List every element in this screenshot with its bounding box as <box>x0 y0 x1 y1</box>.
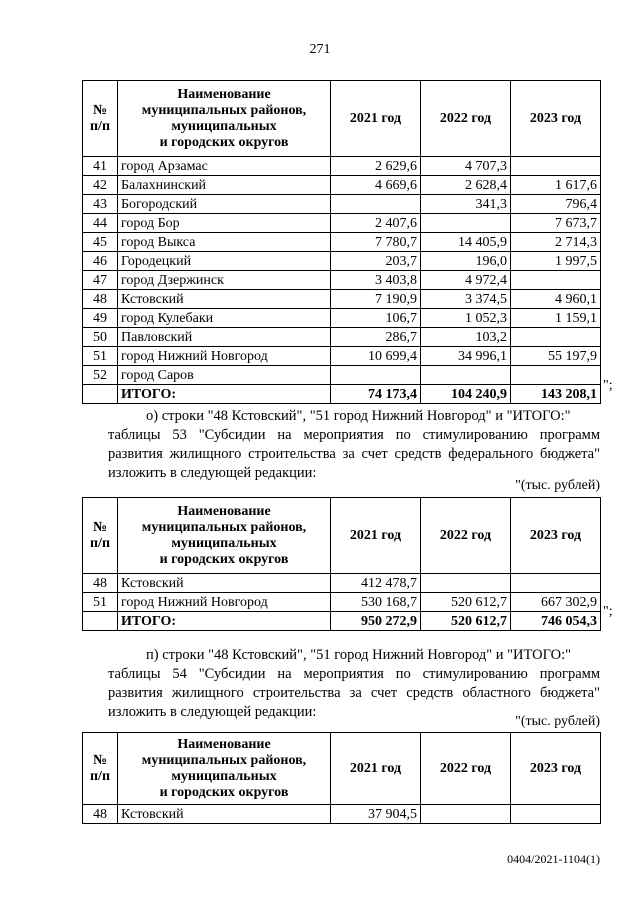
cell-v2: 2 628,4 <box>421 176 511 195</box>
cell-name: город Нижний Новгород <box>118 593 331 612</box>
cell-n: 45 <box>83 233 118 252</box>
cell-v2 <box>421 805 511 824</box>
total-v2: 520 612,7 <box>421 612 511 631</box>
cell-v2: 103,2 <box>421 328 511 347</box>
cell-name: город Арзамас <box>118 157 331 176</box>
cell-v3 <box>511 157 601 176</box>
total-name: ИТОГО: <box>118 612 331 631</box>
table-header-row <box>83 81 601 157</box>
cell-v3: 2 714,3 <box>511 233 601 252</box>
header-name-line: и городских округов <box>159 551 289 567</box>
cell-v1: 530 168,7 <box>331 593 421 612</box>
cell-v2: 34 996,1 <box>421 347 511 366</box>
total-v3: 143 208,1 <box>511 385 601 404</box>
table-row <box>83 347 601 366</box>
paragraph-o-line1: о) строки "48 Кстовский", "51 город Нижний Новгород" и "ИТОГО:" <box>146 408 571 424</box>
cell-n: 48 <box>83 805 118 824</box>
table-1 <box>82 80 601 404</box>
cell-n: 42 <box>83 176 118 195</box>
header-2022: 2022 год <box>421 81 511 157</box>
cell-v2: 341,3 <box>421 195 511 214</box>
total-row <box>83 612 601 631</box>
header-name-line: муниципальных <box>171 118 277 134</box>
cell-v3 <box>511 805 601 824</box>
table-row <box>83 290 601 309</box>
cell-n <box>83 385 118 404</box>
cell-v2: 4 707,3 <box>421 157 511 176</box>
cell-n <box>83 612 118 631</box>
cell-n: 41 <box>83 157 118 176</box>
cell-v3 <box>511 271 601 290</box>
header-2021: 2021 год <box>331 733 421 805</box>
units-label-1: "(тыс. рублей) <box>515 478 600 493</box>
cell-v3 <box>511 574 601 593</box>
cell-name: город Саров <box>118 366 331 385</box>
cell-v3 <box>511 366 601 385</box>
header-2022: 2022 год <box>421 498 511 574</box>
header-num: № п/п <box>83 81 118 157</box>
cell-v1 <box>331 195 421 214</box>
table-row <box>83 574 601 593</box>
cell-name: город Нижний Новгород <box>118 347 331 366</box>
paragraph-p-line1: п) строки "48 Кстовский", "51 город Нижний Новгород" и "ИТОГО:" <box>146 647 572 663</box>
header-2021: 2021 год <box>331 498 421 574</box>
cell-v2: 14 405,9 <box>421 233 511 252</box>
cell-v1: 37 904,5 <box>331 805 421 824</box>
cell-name: Городецкий <box>118 252 331 271</box>
cell-n: 48 <box>83 290 118 309</box>
total-name: ИТОГО: <box>118 385 331 404</box>
table-1-closing-quote: "; <box>603 378 613 393</box>
cell-n: 43 <box>83 195 118 214</box>
cell-n: 51 <box>83 593 118 612</box>
cell-v1: 2 407,6 <box>331 214 421 233</box>
table-row <box>83 195 601 214</box>
cell-n: 52 <box>83 366 118 385</box>
cell-n: 49 <box>83 309 118 328</box>
cell-v2 <box>421 214 511 233</box>
table-row <box>83 157 601 176</box>
cell-v2 <box>421 366 511 385</box>
cell-name: Кстовский <box>118 805 331 824</box>
cell-n: 50 <box>83 328 118 347</box>
total-v3: 746 054,3 <box>511 612 601 631</box>
cell-name: город Выкса <box>118 233 331 252</box>
cell-n: 44 <box>83 214 118 233</box>
cell-v3: 4 960,1 <box>511 290 601 309</box>
header-name-line: муниципальных <box>171 768 277 784</box>
header-name-line: муниципальных районов, <box>141 752 307 768</box>
table-header-row <box>83 498 601 574</box>
paragraph-p <box>108 646 600 722</box>
total-v2: 104 240,9 <box>421 385 511 404</box>
header-name <box>118 733 331 805</box>
header-name <box>118 81 331 157</box>
header-num: № п/п <box>83 733 118 805</box>
cell-v1: 10 699,4 <box>331 347 421 366</box>
cell-name: Павловский <box>118 328 331 347</box>
header-name-line: муниципальных районов, <box>141 102 307 118</box>
cell-v2: 520 612,7 <box>421 593 511 612</box>
total-v1: 74 173,4 <box>331 385 421 404</box>
cell-v1: 106,7 <box>331 309 421 328</box>
header-name-line: Наименование <box>177 86 271 102</box>
table-row <box>83 271 601 290</box>
cell-v1: 286,7 <box>331 328 421 347</box>
cell-v3: 1 617,6 <box>511 176 601 195</box>
cell-v2: 1 052,3 <box>421 309 511 328</box>
header-2023: 2023 год <box>511 81 601 157</box>
header-2021: 2021 год <box>331 81 421 157</box>
cell-v2 <box>421 574 511 593</box>
cell-v1: 7 780,7 <box>331 233 421 252</box>
cell-name: Кстовский <box>118 290 331 309</box>
header-name-line: муниципальных <box>171 535 277 551</box>
cell-n: 48 <box>83 574 118 593</box>
header-name-line: Наименование <box>177 736 271 752</box>
cell-v2: 196,0 <box>421 252 511 271</box>
paragraph-o-text: таблицы 53 "Субсидии на мероприятия по стимулированию программ развития жилищного строительства за счет средств федерального бюджета" изложить в следующей редакции: <box>108 427 600 481</box>
table-row <box>83 328 601 347</box>
cell-v1: 4 669,6 <box>331 176 421 195</box>
table-row <box>83 252 601 271</box>
cell-v3 <box>511 328 601 347</box>
cell-v3: 1 997,5 <box>511 252 601 271</box>
table-row <box>83 309 601 328</box>
total-v1: 950 272,9 <box>331 612 421 631</box>
cell-v3: 55 197,9 <box>511 347 601 366</box>
header-name <box>118 498 331 574</box>
table-header-row <box>83 733 601 805</box>
table-2-closing-quote: "; <box>603 604 613 619</box>
paragraph-o <box>108 407 600 483</box>
table-3 <box>82 732 601 824</box>
cell-v3: 796,4 <box>511 195 601 214</box>
page-number: 271 <box>309 42 331 57</box>
cell-v1: 203,7 <box>331 252 421 271</box>
cell-v1: 3 403,8 <box>331 271 421 290</box>
cell-v1: 2 629,6 <box>331 157 421 176</box>
header-2022: 2022 год <box>421 733 511 805</box>
document-code: 0404/2021-1104(1) <box>507 852 600 866</box>
table-row <box>83 805 601 824</box>
cell-name: город Бор <box>118 214 331 233</box>
header-name-line: муниципальных районов, <box>141 519 307 535</box>
table-2 <box>82 497 601 631</box>
total-row <box>83 385 601 404</box>
header-2023: 2023 год <box>511 733 601 805</box>
cell-n: 46 <box>83 252 118 271</box>
cell-v2: 4 972,4 <box>421 271 511 290</box>
table-row <box>83 214 601 233</box>
header-name-line: и городских округов <box>159 134 289 150</box>
units-label-2: "(тыс. рублей) <box>515 714 600 729</box>
cell-name: город Дзержинск <box>118 271 331 290</box>
table-row <box>83 233 601 252</box>
paragraph-p-text: таблицы 54 "Субсидии на мероприятия по стимулированию программ развития жилищного строительства за счет средств областного бюджета" изложить в следующей редакции: <box>108 666 600 720</box>
cell-v1: 412 478,7 <box>331 574 421 593</box>
cell-n: 51 <box>83 347 118 366</box>
cell-name: Балахнинский <box>118 176 331 195</box>
cell-n: 47 <box>83 271 118 290</box>
cell-v3: 667 302,9 <box>511 593 601 612</box>
cell-name: Богородский <box>118 195 331 214</box>
table-row <box>83 593 601 612</box>
header-name-line: и городских округов <box>159 784 289 800</box>
header-name-line: Наименование <box>177 503 271 519</box>
cell-v3: 7 673,7 <box>511 214 601 233</box>
header-num: № п/п <box>83 498 118 574</box>
table-row <box>83 176 601 195</box>
cell-name: Кстовский <box>118 574 331 593</box>
cell-v2: 3 374,5 <box>421 290 511 309</box>
cell-v1 <box>331 366 421 385</box>
cell-name: город Кулебаки <box>118 309 331 328</box>
table-row <box>83 366 601 385</box>
cell-v1: 7 190,9 <box>331 290 421 309</box>
header-2023: 2023 год <box>511 498 601 574</box>
cell-v3: 1 159,1 <box>511 309 601 328</box>
